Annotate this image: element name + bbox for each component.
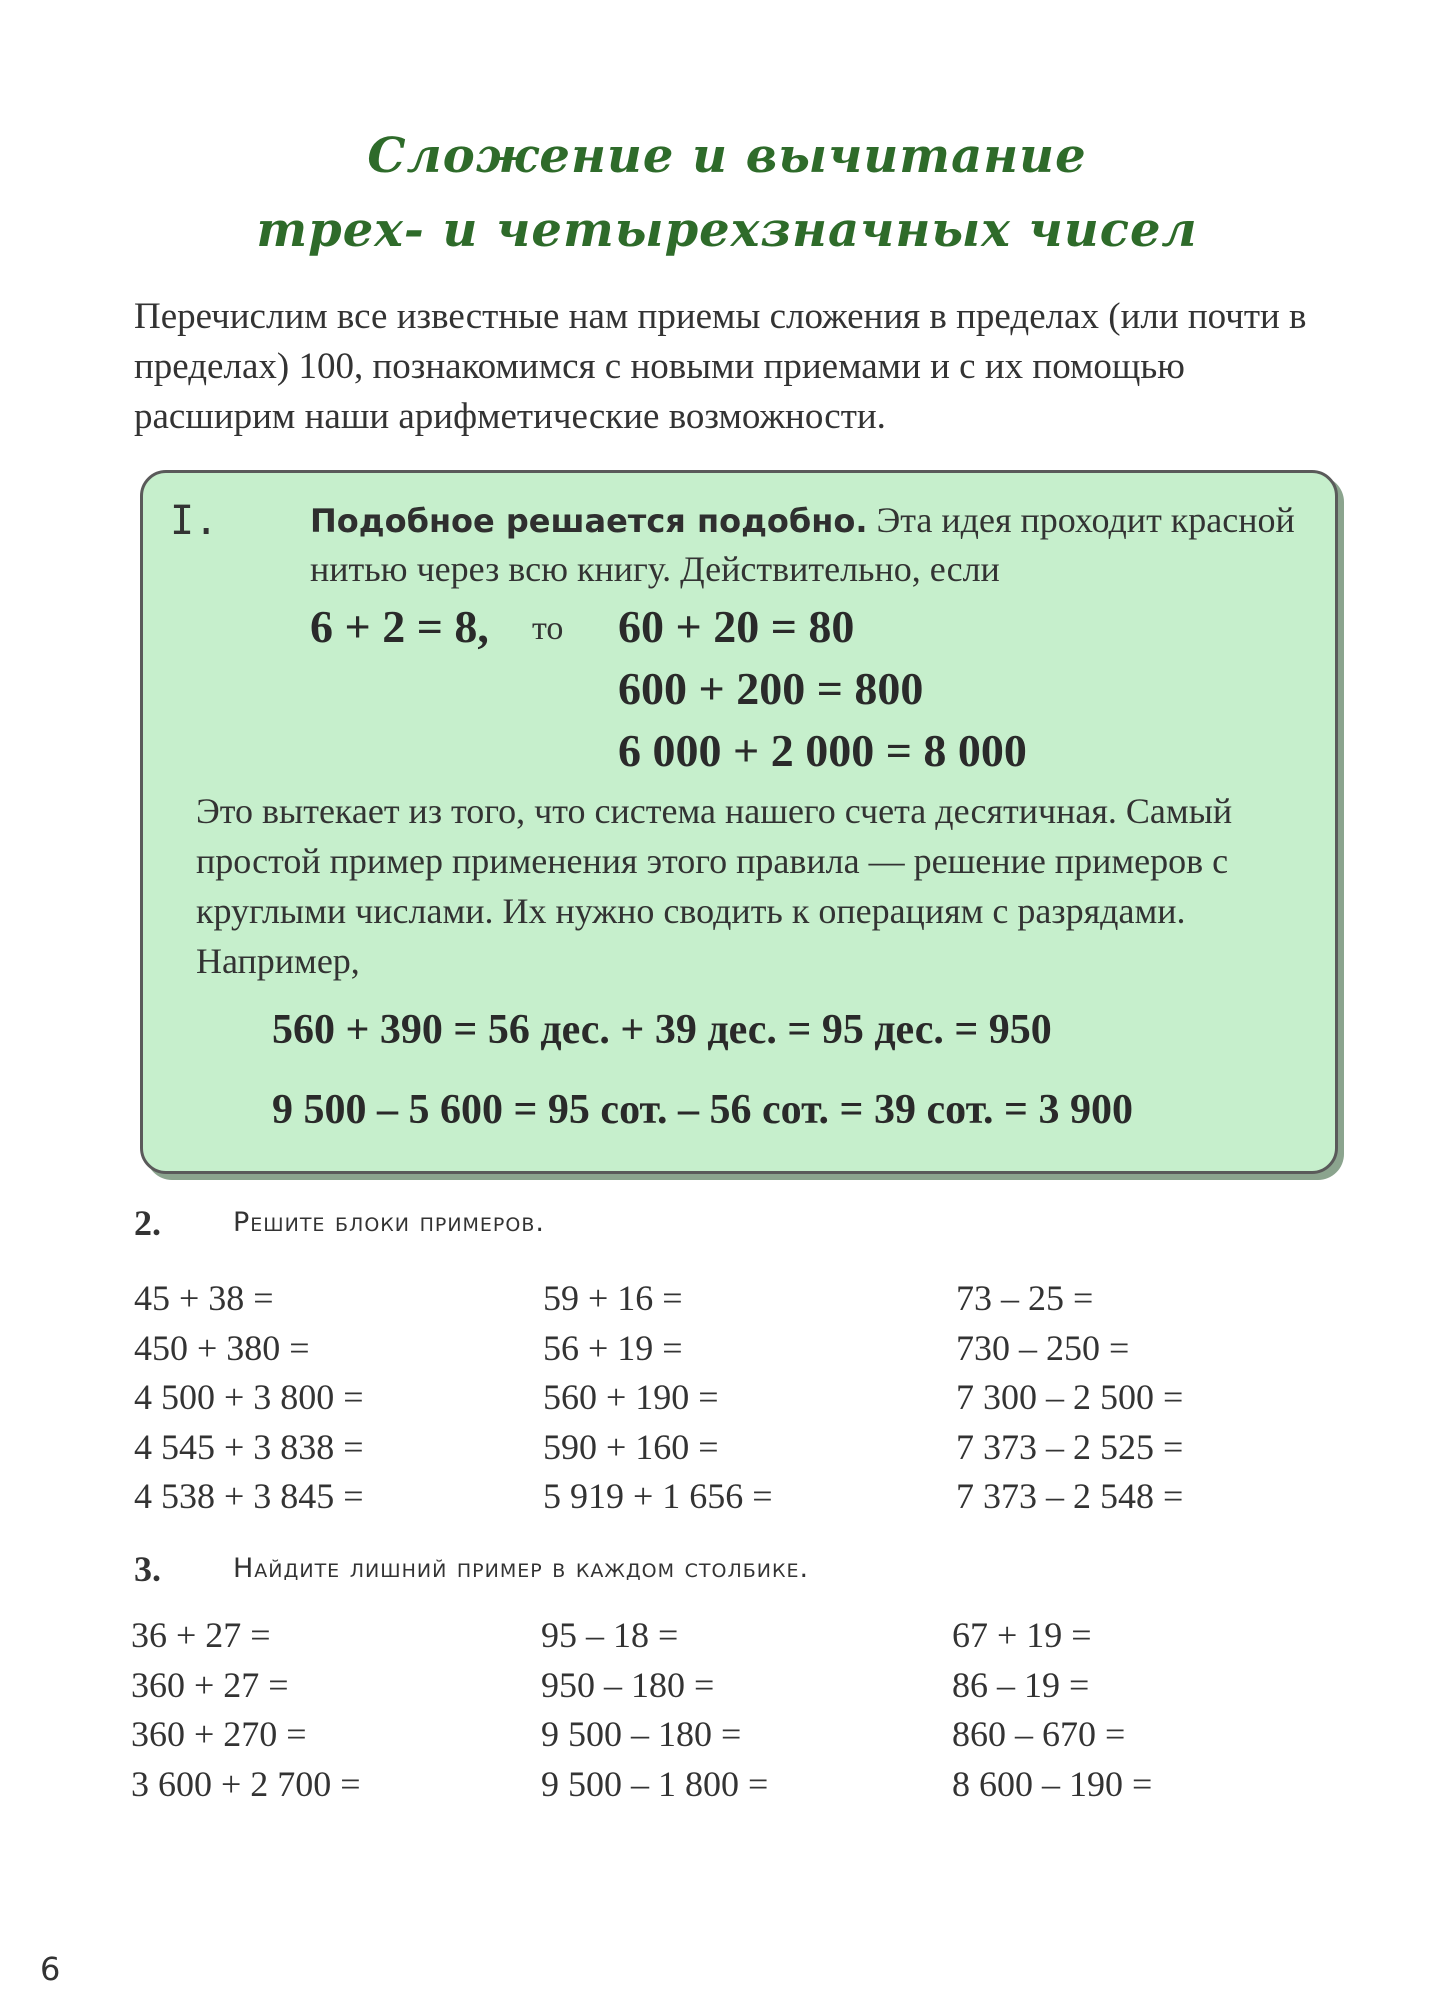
example-item: 860 – 670 = xyxy=(952,1714,1126,1754)
example-item: 36 + 27 = xyxy=(131,1615,271,1655)
section-number: I. xyxy=(170,498,219,544)
example-item: 730 – 250 = xyxy=(956,1327,1130,1368)
rule-idea-rest: Эта идея проходит красной нитью через всю книгу. Действительно, если xyxy=(310,500,1295,589)
example-item: 59 + 16 = xyxy=(543,1278,683,1318)
page-title-line2: трех- и четырехзначных чисел xyxy=(256,202,1198,258)
example-item: 360 + 27 = xyxy=(131,1664,289,1705)
example-item: 8 600 – 190 = xyxy=(952,1763,1153,1804)
task-3-text: Найдите лишний пример в каждом столбике. xyxy=(233,1553,810,1584)
example-item: 560 + 190 = xyxy=(543,1377,719,1417)
example-item: 450 + 380 = xyxy=(134,1327,310,1368)
example-item: 4 545 + 3 838 = xyxy=(134,1426,364,1467)
task-2-column-1 xyxy=(134,1274,364,1522)
equation-right-2: 600 + 200 = 800 xyxy=(618,663,924,714)
equation-left: 6 + 2 = 8, xyxy=(310,601,489,652)
example-item: 56 + 19 = xyxy=(543,1327,683,1368)
task-3-column-1 xyxy=(131,1611,361,1809)
example-item: 67 + 19 = xyxy=(952,1615,1092,1655)
example-item: 95 – 18 = xyxy=(541,1615,679,1655)
task-3-number: 3. xyxy=(134,1549,161,1589)
example-item: 590 + 160 = xyxy=(543,1426,719,1467)
example-item: 5 919 + 1 656 = xyxy=(543,1476,773,1516)
task-3-column-2 xyxy=(541,1611,768,1809)
example-item: 86 – 19 = xyxy=(952,1664,1090,1705)
rule-paragraph: Это вытекает из того, что система нашего счета десятичная. Самый простой пример применения этого правила — решение примеров с круглыми числами. Их нужно сводить к операциям с разрядами. Например, xyxy=(196,791,1233,981)
example-item: 7 373 – 2 548 = xyxy=(956,1476,1184,1516)
example-item: 9 500 – 1 800 = xyxy=(541,1763,769,1804)
task-3-column-3 xyxy=(952,1611,1152,1809)
example-item: 9 500 – 180 = xyxy=(541,1714,742,1754)
equation-right-1: 60 + 20 = 80 xyxy=(618,601,855,652)
page-title-line1: Сложение и вычитание xyxy=(367,128,1087,184)
to-word: то xyxy=(532,610,564,647)
page-number: 6 xyxy=(40,1950,61,1988)
example-item: 7 373 – 2 525 = xyxy=(956,1426,1184,1467)
example-item: 7 300 – 2 500 = xyxy=(956,1377,1184,1417)
example-1: 560 + 390 = 56 дес. + 39 дес. = 95 дес. = 950 xyxy=(272,1007,1052,1053)
equation-right-3: 6 000 + 2 000 = 8 000 xyxy=(618,725,1027,776)
task-2-column-2 xyxy=(543,1274,773,1522)
example-item: 4 500 + 3 800 = xyxy=(134,1377,364,1417)
task-2-text: Решите блоки примеров. xyxy=(233,1207,545,1238)
example-item: 360 + 270 = xyxy=(131,1714,307,1754)
example-item: 45 + 38 = xyxy=(134,1278,274,1318)
example-item: 4 538 + 3 845 = xyxy=(134,1476,364,1516)
example-item: 73 – 25 = xyxy=(956,1278,1094,1318)
task-2-number: 2. xyxy=(134,1203,161,1243)
rule-idea: Подобное решается подобно. xyxy=(310,502,868,540)
example-2: 9 500 – 5 600 = 95 сот. – 56 сот. = 39 сот. = 3 900 xyxy=(272,1087,1133,1133)
intro-paragraph: Перечислим все известные нам приемы сложения в пределах (или почти в пределах) 100, познакомимся с новыми приемами и с их помощью расширим наши арифметические возможности. xyxy=(134,296,1307,437)
example-item: 950 – 180 = xyxy=(541,1664,715,1705)
task-2-column-3 xyxy=(956,1274,1183,1522)
example-item: 3 600 + 2 700 = xyxy=(131,1763,361,1804)
rule-intro-text xyxy=(310,496,1310,593)
